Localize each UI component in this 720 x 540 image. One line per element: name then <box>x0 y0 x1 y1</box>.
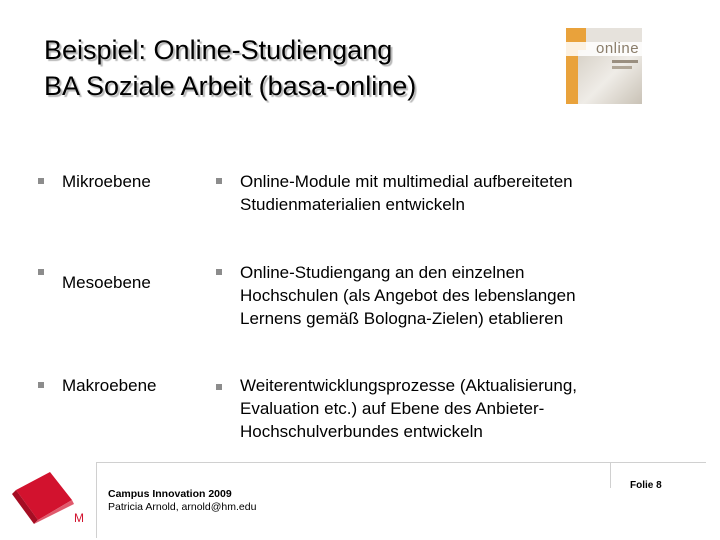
term-label: Mesoebene <box>62 273 151 292</box>
footer-divider <box>96 462 97 538</box>
slide-title <box>44 32 514 104</box>
bullet-icon <box>216 178 222 184</box>
hm-logo-icon <box>10 466 94 526</box>
bullet-icon <box>38 178 44 184</box>
term-description: Online-Studiengang an den einzelnen Hochschulen (als Angebot des lebenslangen Lernens gemäß Bologna-Zielen) etablieren <box>240 263 576 328</box>
logo-brand-text: online <box>596 40 640 57</box>
conference-name: Campus Innovation 2009 <box>108 488 232 500</box>
basa-online-logo <box>566 28 642 104</box>
term-description: Weiterentwicklungsprozesse (Aktualisierung, Evaluation etc.) auf Ebene des Anbieter- Hochschulverbundes entwickeln <box>240 376 578 441</box>
term-label: Mikroebene <box>62 172 151 191</box>
term-label: Makroebene <box>62 376 157 395</box>
hm-logo-letter: M <box>74 511 84 525</box>
footer-divider <box>96 462 706 463</box>
bullet-icon <box>216 384 222 390</box>
bullet-icon <box>216 269 222 275</box>
footer-credits <box>108 488 256 514</box>
slide-number: Folie 8 <box>630 480 662 491</box>
bullet-icon <box>38 269 44 275</box>
footer-divider <box>610 462 611 488</box>
title-line-1: Beispiel: Online-Studiengang <box>44 35 393 65</box>
bullet-icon <box>38 382 44 388</box>
title-line-2: BA Soziale Arbeit (basa-online) <box>44 71 417 101</box>
term-description: Online-Module mit multimedial aufbereiteten Studienmaterialien entwickeln <box>240 172 573 214</box>
author-line: Patricia Arnold, arnold@hm.edu <box>108 501 257 513</box>
